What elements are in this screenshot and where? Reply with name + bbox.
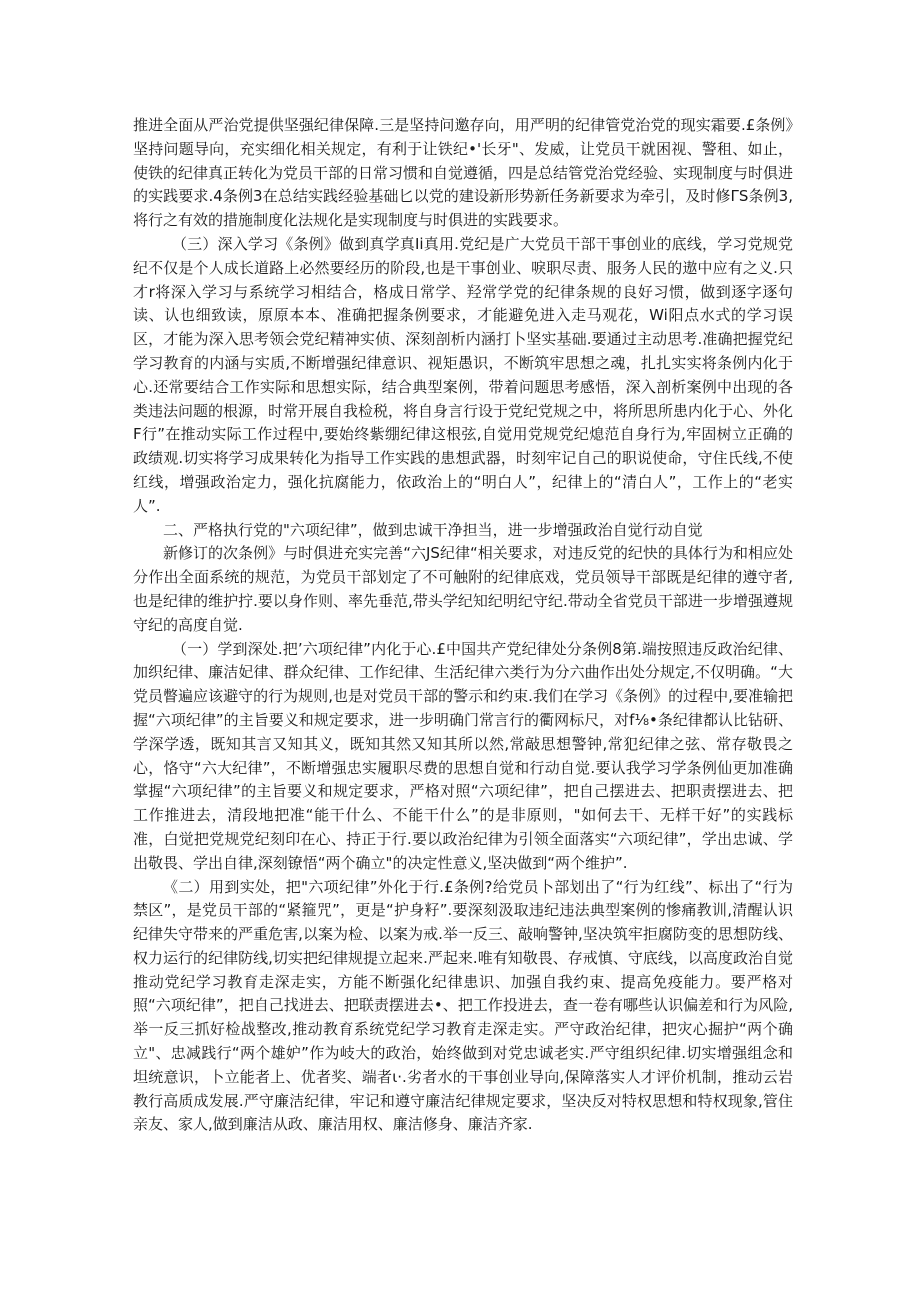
- paragraph-intro-continuation: 推进全面从严治党提供坚强纪律保障.三是坚持问邀存向，用严明的纪律管党治党的现实霜要.£条例》坚持问题导向，充实细化相关规定，有利于让铁纪•'长牙"、发威，让党员干就困视、警租、如止，使铁的纪律真正转化为党员干部的日常习惯和自觉遵循，四是总结管党治党经验、实现制度与时俱进的实践要求.4条例3在总结实践经验基础匕以党的建设新形势新任务新要求为牵引，及时修ΓS条例3,将行之有效的措施制度化法规化是实现制度与时俱进的实践要求。: [133, 116, 794, 230]
- paragraph-subsection-two: 《二）用到实处，把"六项纪律”外化于行.£条例?给党员卜部划出了“行为红线”、标出了“行为禁区”，是党员干部的“紧箍咒”，更是“护身籽”.要深刻汲取违纪违法典型案例的惨痛教训,清醒认识纪律失守带来的严重危害,以案为检、以案为戒.举一反三、敲响警钟,坚决筑牢拒腐防变的思想防线、权力运行的纪律防线,切实把纪律规提立起来.严起来.唯有知敬畏、存戒慎、守底线，以高度政治自觉推动党纪学习教育走深走实，方能不断强化纪律患识、加强自我约束、提高免疫能力。要严格对照“六项纪律”，把自己找进去、把联责摆进去•、把工作投进去，查一卷有哪些认识偏差和行为风险,举一反三抓好检战整改,推动教育系统党纪学习教育走深走实。严守政治纪律，把灾心掘护“两个确立"、忠减践行“两个雄妒”作为岐大的政治，始终做到对党忠诚老实.严守组织纪律.切实增强组念和坦统意识，卜立能者上、优者奖、端者ι·.劣者水的干事创业导向,保障落实人才评价机制，推动云岩教行高质成发展.严守廉洁纪律，牢记和遵守廉洁纪律规定要求，坚决反对特权思想和特权现象,管住亲友、家人,做到廉洁从政、廉洁用权、廉洁修身、廉洁齐家.: [133, 877, 793, 1134]
- paragraph-subsection-one: （一）学到深处.把’六项纪律”内化于心.£中国共产党纪律处分条例8第.端按照违反政治纪律、加织纪律、廉洁妃律、群众纪律、工作纪律、生活纪律六类行为分六曲作出处分规定,不仅明确。“大党员瞥遍应该避守的行为规则,也是对党员干部的警示和约束.我们在学习《条例》的过程中,要准输把握“六项纪律”的主旨要义和规定要求，进一步明确门常言行的衢网标尺，对f⅛•条纪律都认比钻研、学深学透，既知其言又知其义，既知其然又知其所以然,常敲思想警钟,常犯纪律之弦、常存敬畏之心，恪守“六大纪律”，不断增强忠实履职尽费的思想自觉和行动自觉.要认我学习学条例仙更加准确掌握“六项纪律”的主旨要义和规定要求，严格对照“六项纪律”，把自己摆进去、把职责摆进去、把工作推进去，清段地把准“能干什么、不能干什么”的是非原则，"如何去干、无样干好”的实践标准，白觉把党规党纪刻印在心、持正于行.要以政治纪律为引领全面落实“六项纪律”，学出忠诚、学出敬畏、学出自律,深刻镣悟“两个确立"的决定性意义,坚决做到“两个维护”.: [133, 639, 793, 872]
- paragraph-new-regulations: 新修订的次条例》与时俱进充实完善“六JS纪律“相关要求，对违反党的纪快的具体行为和相应处分作出全面系统的规范，为党员干部划定了不可触附的纪律底戏，党员领导干部既是纪律的遵守者,也是纪律的维护拧.要以身作则、率先垂范,带头学纪知纪明纪守纪.带动全省党员干部进一步增强遵规守纪的高度自觉.: [133, 544, 793, 634]
- document-body: [133, 114, 793, 1137]
- section-heading-two: 二、严格执行党的"六项纪律”，做到忠诚干净担当，进一步增强政治自觉行动自觉: [163, 520, 703, 539]
- paragraph-section-three: （三）深入学习《条例》做到真学真Ii真用.党纪是广大党员干部干事创业的底线，学习党规党纪不仅是个人成长道路上必然要经历的阶段,也是干事创业、唳职尽责、服务人民的遨中应有之义.只才r将深入学习与系统学习相结合，格成日常学、羟常学党的纪律条规的良好习惯，做到逐字逐句读、认也细致读，原原本本、准确把握条例要求，才能避免进入走马观花，Wi阳点水式的学习误区，才能为深入思考领会党纪精神实侦、深刻剖析内涵打卜坚实基础.要通过主动思考.准确把握党纪学习教育的内涵与实质,不断增强纪律意识、视矩愚识，不断筑牢思想之魂，扎扎实实将条例内化于心.还常要结合工作实际和思想实际，结合典型案例，带着问题思考感悟，深入剖析案例中出现的各类违法问题的根源，时常开展自我检税，将自身言行设于党纪党规之中，将所思所患内化于心、外化F行”在推动实际工作过程中,要始终紫绷纪律这根弦,自觉用党规党纪熄范自身行为,牢固树立正确的政绩观.切实将学习成果转化为指导工作实践的患想武器，时刻牢记自己的职说使命，守住氏线,不使红线，增强政治定力，强化抗腐能力，依政治上的“明白人”，纪律上的“清白人”，工作上的“老实人”.: [133, 234, 794, 515]
